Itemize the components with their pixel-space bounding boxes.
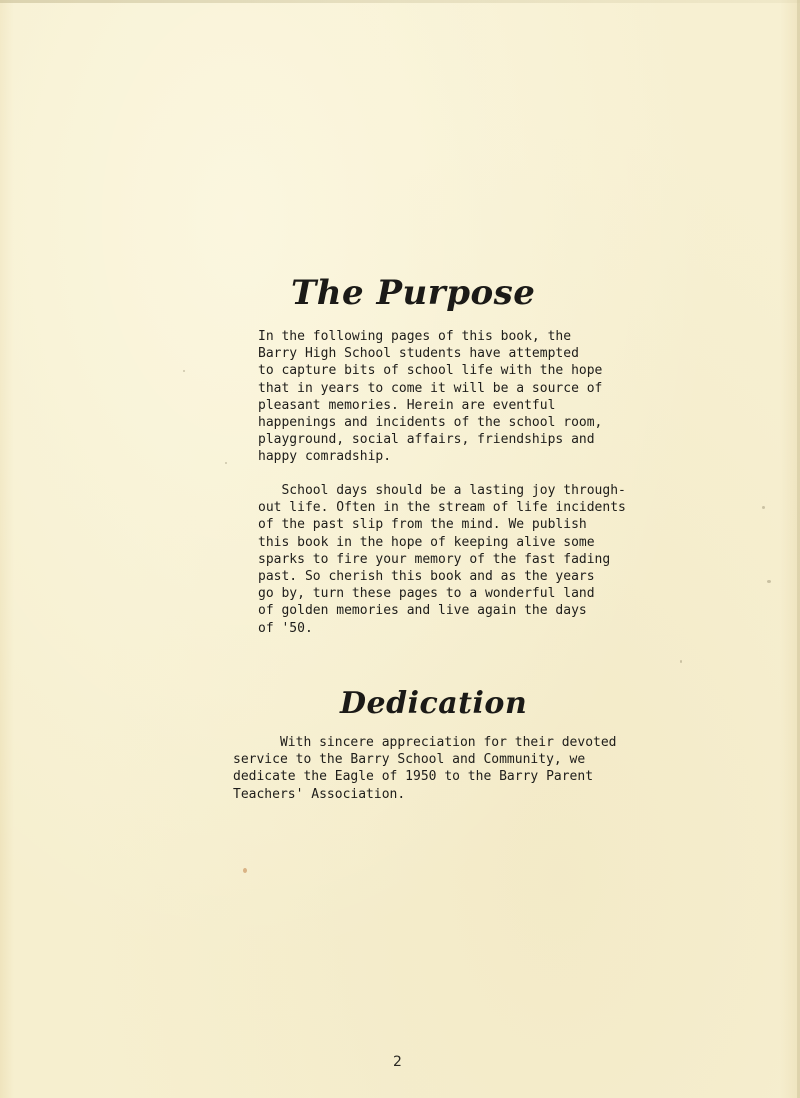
text-line: of '50.: [258, 620, 313, 636]
text-line: out life. Often in the stream of life incidents: [258, 500, 626, 516]
paper-speck: [762, 506, 765, 509]
paper-speck: [225, 462, 227, 464]
purpose-title: The Purpose: [291, 273, 536, 313]
text-line: service to the Barry School and Community, we: [233, 752, 586, 768]
text-line: past. So cherish this book and as the years: [258, 568, 595, 584]
text-line: sparks to fire your memory of the fast fading: [258, 551, 611, 567]
paper-speck: [767, 580, 771, 583]
dedication-paragraph: [233, 734, 617, 803]
page-number: 2: [393, 1054, 402, 1070]
text-line: happy comradship.: [258, 449, 392, 465]
text-line: happenings and incidents of the school room,: [258, 414, 603, 430]
text-line: Teachers' Association.: [233, 786, 406, 802]
page-top-edge: [0, 0, 800, 3]
paper-speck: [243, 868, 247, 873]
text-line: that in years to come it will be a source of: [258, 380, 603, 396]
text-line: go by, turn these pages to a wonderful land: [258, 586, 595, 602]
paper-speck: [183, 370, 185, 372]
purpose-paragraph: [258, 328, 602, 466]
text-line: School days should be a lasting joy through-: [258, 483, 626, 498]
text-line: pleasant memories. Herein are eventful: [258, 397, 556, 413]
text-line: of the past slip from the mind. We publish: [258, 517, 587, 533]
dedication-title: Dedication: [340, 686, 528, 721]
text-line: playground, social affairs, friendships and: [258, 432, 595, 448]
text-line: this book in the hope of keeping alive some: [258, 534, 595, 550]
text-line: of golden memories and live again the days: [258, 603, 587, 619]
text-line: to capture bits of school life with the hope: [258, 363, 603, 379]
purpose-paragraph: [258, 482, 626, 637]
paper-speck: [680, 660, 682, 663]
text-line: Barry High School students have attempted: [258, 346, 579, 362]
text-line: In the following pages of this book, the: [258, 329, 572, 344]
text-line: With sincere appreciation for their devoted: [233, 735, 617, 750]
text-line: dedicate the Eagle of 1950 to the Barry Parent: [233, 769, 594, 785]
